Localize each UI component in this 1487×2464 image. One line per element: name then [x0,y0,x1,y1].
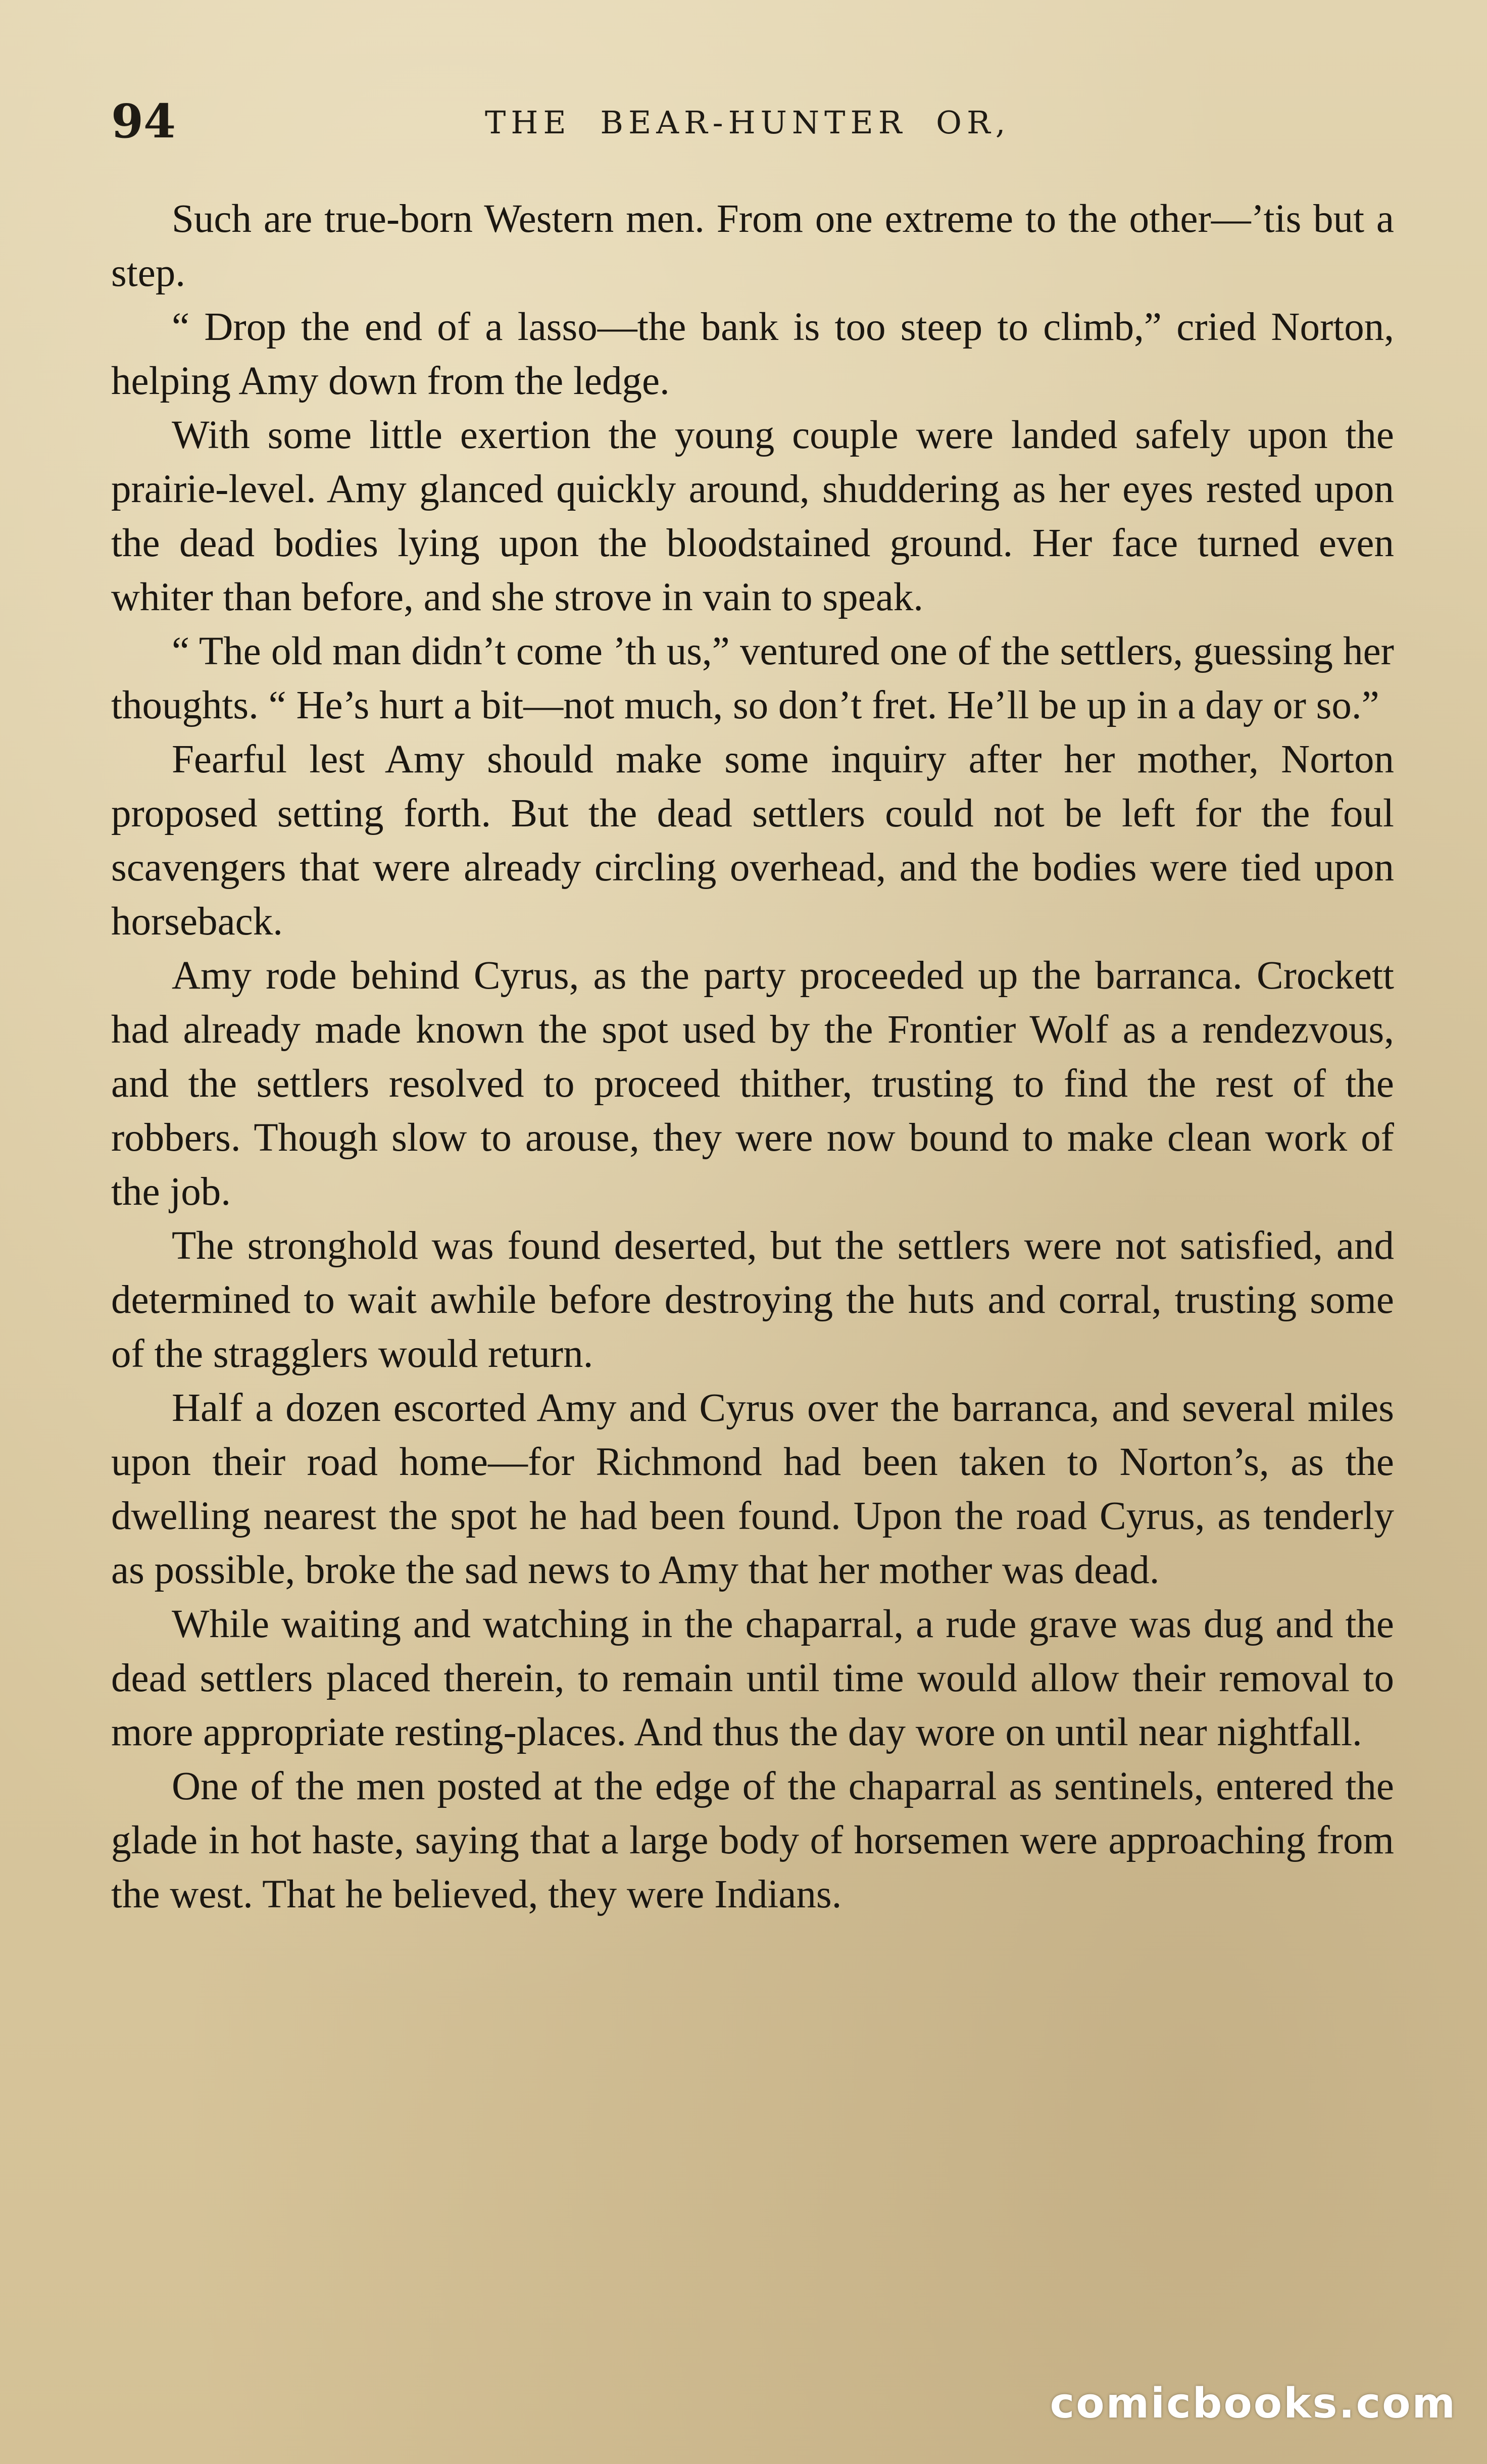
page-number: 94 [111,94,176,149]
paragraph: Amy rode behind Cyrus, as the party proceeded up the barranca. Crockett had already made known the spot used by the Frontier Wolf as a rendezvous, and the settlers resolved to proceed thither, trusting to find the rest of the robbers. Though slow to arouse, they were now bound to make clean work of the job. [111,954,1394,1214]
paragraph: Such are true-born Western men. From one extreme to the other—’tis but a step. [111,197,1394,295]
paragraph: “ The old man didn’t come ’th us,” ventured one of the settlers, guessing her thoughts. “ He’s hurt a bit—not much, so don’t fret. He’ll be up in a day or so.” [111,629,1394,727]
running-head: THE BEAR-HUNTER OR, [485,104,1011,141]
body-text [111,192,1394,1921]
paragraph: With some little exertion the young couple were landed safely upon the prairie-level. Amy glanced quickly around, shuddering as her eyes rested upon the dead bodies lying upon the bloodstained ground. Her face turned even whiter than before, and she strove in vain to speak. [111,413,1394,619]
paragraph: While waiting and watching in the chaparral, a rude grave was dug and the dead settlers placed therein, to remain until time would allow their removal to more appropriate resting-places. And thus the day wore on until near nightfall. [111,1602,1394,1754]
paragraph: Half a dozen escorted Amy and Cyrus over the barranca, and several miles upon their road home—for Richmond had been taken to Norton’s, as the dwelling nearest the spot he had been found. Upon the road Cyrus, as tenderly as possible, broke the sad news to Amy that her mother was dead. [111,1386,1394,1592]
paragraph: The stronghold was found deserted, but the settlers were not satisfied, and determined to wait awhile before destroying the huts and corral, trusting some of the stragglers would return. [111,1224,1394,1376]
page-header [111,91,1394,152]
paragraph: Fearful lest Amy should make some inquiry after her mother, Norton proposed setting forth. But the dead settlers could not be left for the foul scavengers that were already circling overhead, and the bodies were tied upon horseback. [111,737,1394,944]
site-watermark: comicbooks.com [1050,2380,1457,2428]
paragraph: One of the men posted at the edge of the chaparral as sentinels, entered the glade in hot haste, saying that a large body of horsemen were approaching from the west. That he believed, they were Indians. [111,1764,1394,1916]
paragraph: “ Drop the end of a lasso—the bank is too steep to climb,” cried Norton, helping Amy down from the ledge. [111,305,1394,403]
